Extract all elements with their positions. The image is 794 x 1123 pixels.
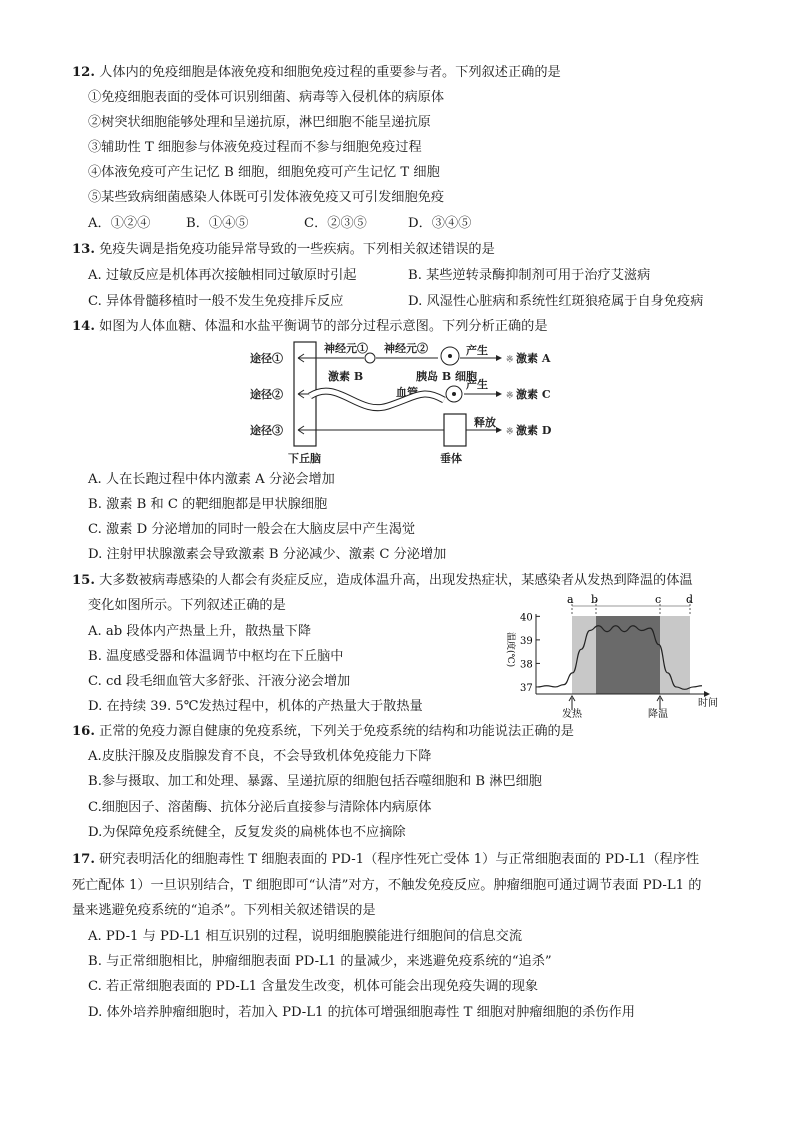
produce-label-1: 产生 [466,344,488,357]
q16-option-d: D.为保障免疫系统健全，反复发炎的扁桃体也不应摘除 [88,825,406,840]
q12-statement-1: ①免疫细胞表面的受体可识别细菌、病毒等入侵机体的病原体 [88,90,445,105]
question-13-text: 免疫失调是指免疫功能异常导致的一些疾病。下列相关叙述错误的是 [99,242,495,257]
neuron-1-label: 神经元① [324,342,368,355]
q17-option-b: B. 与正常细胞相比，肿瘤细胞表面 PD-L1 的量减少，来逃避免疫系统的“追杀” [88,954,552,969]
cooling-marker-label: 降温 [648,709,668,720]
pituitary-box [444,414,466,446]
path-1-label: 途径① [250,352,283,365]
release-label: 释放 [474,416,496,429]
question-15-number: 15. [72,573,95,588]
svg-text:※: ※ [506,427,514,437]
q12-statement-2: ②树突状细胞能够处理和呈递抗原，淋巴细胞不能呈递抗原 [88,115,431,130]
q12-option-b: B．①④⑤ [186,216,249,231]
q12-option-c: C．②③⑤ [304,216,367,231]
cooling-marker-arrow [657,696,663,710]
x-axis-label: 时间 [698,698,718,709]
q16-option-b: B.参与摄取、加工和处理、暴露、呈递抗原的细胞包括吞噬细胞和 B 淋巴细胞 [88,774,542,789]
question-12-stem [72,64,561,82]
question-13-number: 13. [72,242,95,257]
y-tick-label: 38 [520,659,533,671]
hormone-d-label: 激素 D [516,424,552,437]
svg-text:※: ※ [506,391,514,401]
q13-option-d: D. 风湿性心脏病和系统性红斑狼疮属于自身免疫病 [408,294,704,309]
vessel-label: 血管 [396,386,418,399]
label-a: a [567,593,574,606]
q16-option-c: C.细胞因子、溶菌酶、抗体分泌后直接参与清除体内病原体 [88,800,432,815]
neuron-2-label: 神经元② [384,342,428,355]
q12-option-a: A．①②④ [88,216,151,231]
q13-option-c: C. 异体骨髓移植时一般不发生免疫排斥反应 [88,294,344,309]
label-b: b [591,593,599,606]
svg-text:※: ※ [506,355,514,365]
path-3-label: 途径③ [250,424,283,437]
question-16-stem [72,723,574,741]
question-14-text: 如图为人体血糖、体温和水盐平衡调节的部分过程示意图。下列分析正确的是 [99,319,548,334]
produce-label-2: 产生 [466,378,488,391]
hormone-b-label: 激素 B [328,370,364,383]
question-16-text: 正常的免疫力源自健康的免疫系统，下列关于免疫系统的结构和功能说法正确的是 [99,724,574,739]
y-axis-label: 温度(℃) [505,632,515,668]
question-12-number: 12. [72,65,95,80]
q14-option-c: C. 激素 D 分泌增加的同时一般会在大脑皮层中产生渴觉 [88,522,416,537]
question-14-number: 14. [72,319,95,334]
q15-option-b: B. 温度感受器和体温调节中枢均在下丘脑中 [88,649,344,664]
q12-statement-5: ⑤某些致病细菌感染人体既可引发体液免疫又可引发细胞免疫 [88,190,445,205]
q16-option-a: A.皮肤汗腺及皮脂腺发育不良，不会导致机体免疫能力下降 [88,749,432,764]
temperature-chart [498,592,730,720]
question-13-stem [72,241,495,259]
q17-option-c: C. 若正常细胞表面的 PD-L1 含量发生改变，机体可能会出现免疫失调的现象 [88,979,539,994]
q13-option-a: A. 过敏反应是机体再次接触相同过敏原时引起 [88,268,357,283]
q15-option-c: C. cd 段毛细血管大多舒张、汗液分泌会增加 [88,674,351,689]
q14-option-d: D. 注射甲状腺激素会导致激素 B 分泌减少、激素 C 分泌增加 [88,547,447,562]
y-tick-label: 37 [520,682,533,694]
path-2-label: 途径② [250,388,283,401]
q15-option-a: A. ab 段体内产热量上升，散热量下降 [88,624,312,639]
ab-segment-shade [572,616,596,694]
question-14-stem [72,318,548,336]
fever-marker-label: 发热 [562,709,582,720]
question-17-text-1: 研究表明活化的细胞毒性 T 细胞表面的 PD-1（程序性死亡受体 1）与正常细胞表面的 PD-L1（程序性 [99,852,700,867]
question-15-text-1: 大多数被病毒感染的人都会有炎症反应，造成体温升高，出现发热症状，某感染者从发热到降温的体温 [99,573,693,588]
pituitary-label: 垂体 [440,452,462,465]
cd-segment-shade [660,616,690,694]
fever-marker-arrow [569,696,575,710]
label-d: d [686,593,694,606]
hormone-c-label: 激素 C [516,388,551,401]
label-c: c [655,593,662,606]
hypothalamus-label: 下丘脑 [288,452,321,465]
question-17-text-3: 量来逃避免疫系统的“追杀”。下列相关叙述错误的是 [72,903,376,918]
question-15-text-2: 变化如图所示。下列叙述正确的是 [88,598,286,613]
y-tick-label: 39 [520,635,533,647]
hormone-a-label: 激素 A [516,352,551,365]
q14-option-a: A. 人在长跑过程中体内激素 A 分泌会增加 [88,472,335,487]
question-16-number: 16. [72,724,95,739]
q17-option-a: A. PD-1 与 PD-L1 相互识别的过程，说明细胞膜能进行细胞间的信息交流 [88,929,523,944]
question-12-text: 人体内的免疫细胞是体液免疫和细胞免疫过程的重要参与者。下列叙述正确的是 [99,65,561,80]
q15-option-d: D. 在持续 39. 5℃发热过程中，机体的产热量大于散热量 [88,699,423,714]
regulation-diagram [248,338,558,466]
q12-statement-4: ④体液免疫可产生记忆 B 细胞，细胞免疫可产生记忆 T 细胞 [88,165,440,180]
question-17-stem [72,851,699,869]
q17-option-d: D. 体外培养肿瘤细胞时，若加入 PD-L1 的抗体可增强细胞毒性 T 细胞对肿瘤细胞的杀伤作用 [88,1005,635,1020]
q14-option-b: B. 激素 B 和 C 的靶细胞都是甲状腺细胞 [88,497,328,512]
q12-option-d: D．③④⑤ [408,216,472,231]
q12-statement-3: ③辅助性 T 细胞参与体液免疫过程而不参与细胞免疫过程 [88,140,422,155]
question-15-stem [72,572,693,590]
q13-option-b: B. 某些逆转录酶抑制剂可用于治疗艾滋病 [408,268,651,283]
question-17-text-2: 死亡配体 1）一旦识别结合，T 细胞即可“认清”对方，不触发免疫反应。肿瘤细胞可通过调节表面 PD-L1 的 [72,878,702,893]
y-tick-label: 40 [520,612,533,624]
islet-b-cell-label: 胰岛 B 细胞 [416,370,477,383]
question-17-number: 17. [72,852,95,867]
